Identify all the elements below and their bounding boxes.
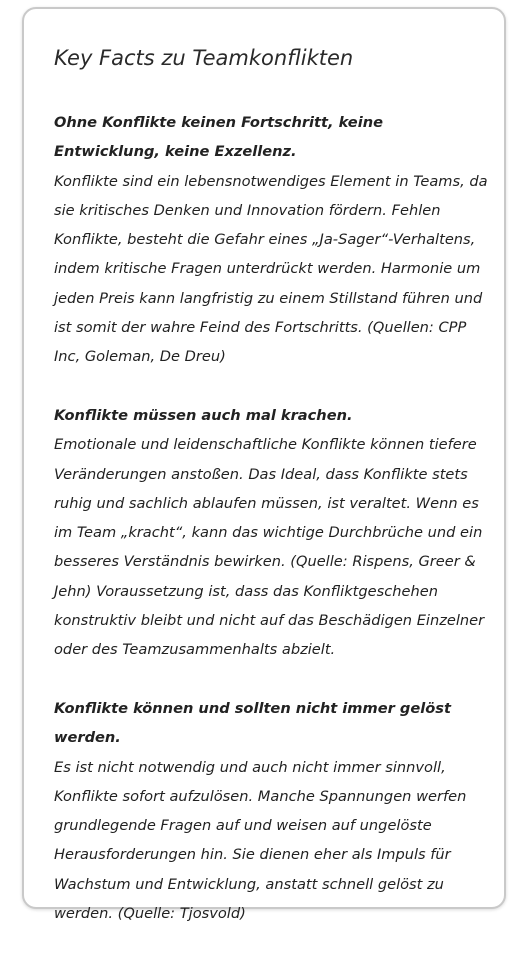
fact-heading: Konflikte können und sollten nicht immer gelöst werden.: [54, 699, 451, 747]
card-content: [54, 43, 488, 958]
fact-heading: Ohne Konflikte keinen Fortschritt, keine Entwicklung, keine Exzellenz.: [54, 114, 383, 161]
fact-section-2: [54, 401, 488, 665]
fact-body: Es ist nicht notwendig und auch nicht immer sinnvoll, Konflikte sofort aufzulösen. Manche Spannungen werfen grundlegende Fragen auf und weisen auf ungelöste Herausforderungen hin. Sie dienen eher als Impuls für Wachstum und Entwicklung, anstatt schnell gelöst zu werden. (Quelle: Tjosvold): [54, 758, 467, 923]
fact-section-1: [54, 108, 488, 372]
card-title: Key Facts zu Teamkonflikten: [54, 46, 354, 70]
fact-section-3: [54, 694, 488, 928]
fact-body: Konflikte sind ein lebensnotwendiges Element in Teams, da sie kritisches Denken und Innovation fördern. Fehlen Konflikte, besteht die Gefahr eines „Ja-Sager“-Verhaltens, indem kritische Fragen unterdrückt werden. Harmonie um jeden Preis kann langfristig zu einem Stillstand führen und ist somit der wahre Feind des Fortschritts. (Quellen: CPP Inc, Goleman, De Dreu): [54, 172, 488, 366]
key-facts-card: [22, 7, 506, 923]
fact-heading: Konflikte müssen auch mal krachen.: [54, 406, 353, 424]
fact-body: Emotionale und leidenschaftliche Konflikte können tiefere Veränderungen anstoßen. Das Ideal, dass Konflikte stets ruhig und sachlich ablaufen müssen, ist veraltet. Wenn es im Team „kracht“, kann das wichtige Durchbrüche und ein besseres Verständnis bewirken. (Quelle: Rispens, Greer & Jehn) Voraussetzung ist, dass das Konfliktgeschehen konstruktiv bleibt und nicht auf das Beschädigen Einzelner oder des Teamzusammenhalts abzielt.: [54, 436, 485, 659]
